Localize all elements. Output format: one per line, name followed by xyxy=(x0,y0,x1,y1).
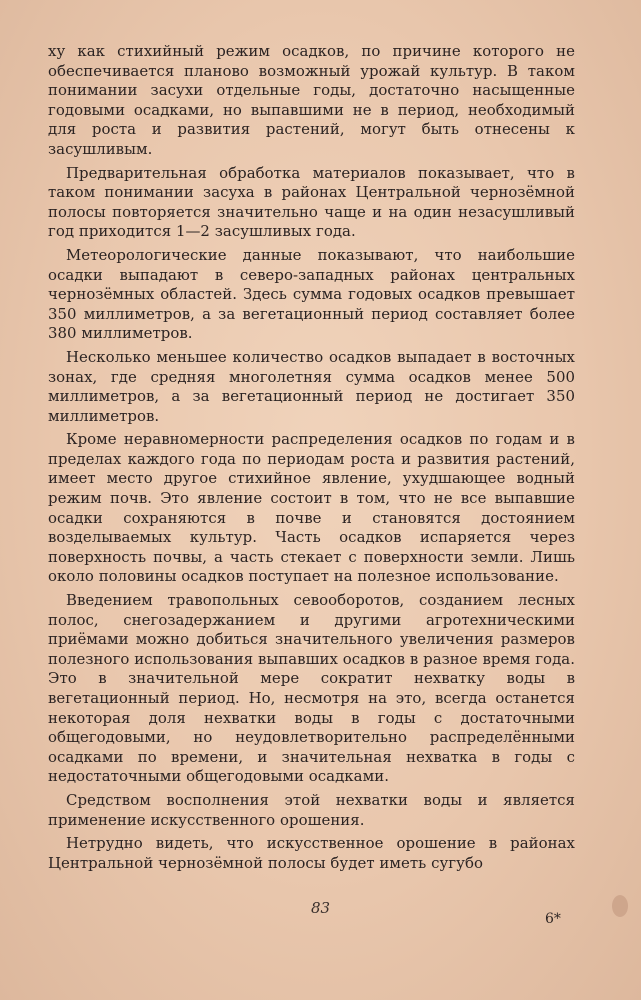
signature-mark: 6* xyxy=(545,911,561,927)
body-text xyxy=(48,42,575,877)
page-number: 83 xyxy=(310,899,331,917)
paragraph-2: Предварительная обработка материалов показывает, что в таком понимании засуха в районах Центральной чернозёмной полосы повторяется значительно чаще и на один незасушливый год приходится 1—2 засушливых года. xyxy=(48,163,575,241)
paragraph-4: Несколько меньшее количество осадков выпадает в восточных зонах, где средняя многолетняя сумма осадков менее 500 миллиметров, а за вегетационный период не достигает 350 миллиметров. xyxy=(48,347,575,425)
paragraph-5: Кроме неравномерности распределения осадков по годам и в пределах каждого года по периодам роста и развития растений, имеет место другое стихийное явление, ухудшающее водный режим почв. Это явление состоит в том, что не все выпавшие осадки сохраняются в почве и становятся достоянием возделываемых культур. Часть осадков испаряется через поверхность почвы, а часть стекает с поверхности земли. Лишь около половины осадков поступает на полезное использование. xyxy=(48,430,575,586)
paragraph-7: Средством восполнения этой нехватки воды и является применение искусственного орошения. xyxy=(48,790,575,829)
paragraph-1: ху как стихийный режим осадков, по причине которого не обеспечивается планово возможный урожай культур. В таком понимании засухи отдельные годы, достаточно насыщенные годовыми осадками, но выпавшими не в период, необходимый для роста и развития растений, могут быть отнесены к засушливым. xyxy=(48,42,575,158)
paragraph-8: Нетрудно видеть, что искусственное орошение в районах Центральной чернозёмной полосы будет иметь сугубо xyxy=(48,834,575,872)
paragraph-6: Введением травопольных севооборотов, созданием лесных полос, снегозадержанием и другими агротехническими приёмами можно добиться значительного увеличения размеров полезного использования выпавших осадков в разное время года. Это в значительной мере сократит нехватку воды в вегетационный период. Но, несмотря на это, всегда останется некоторая доля нехватки воды в годы с достаточными общегодовыми, но неудовлетворительно распределёнными осадками по времени, и значительная нехватка в годы с недостаточными общегодовыми осадками. xyxy=(48,591,575,786)
paragraph-3: Метеорологические данные показывают, что наибольшие осадки выпадают в северо-западных районах центральных чернозёмных областей. Здесь сумма годовых осадков превышает 350 миллиметров, а за вегетационный период составляет более 380 миллиметров. xyxy=(48,245,575,343)
